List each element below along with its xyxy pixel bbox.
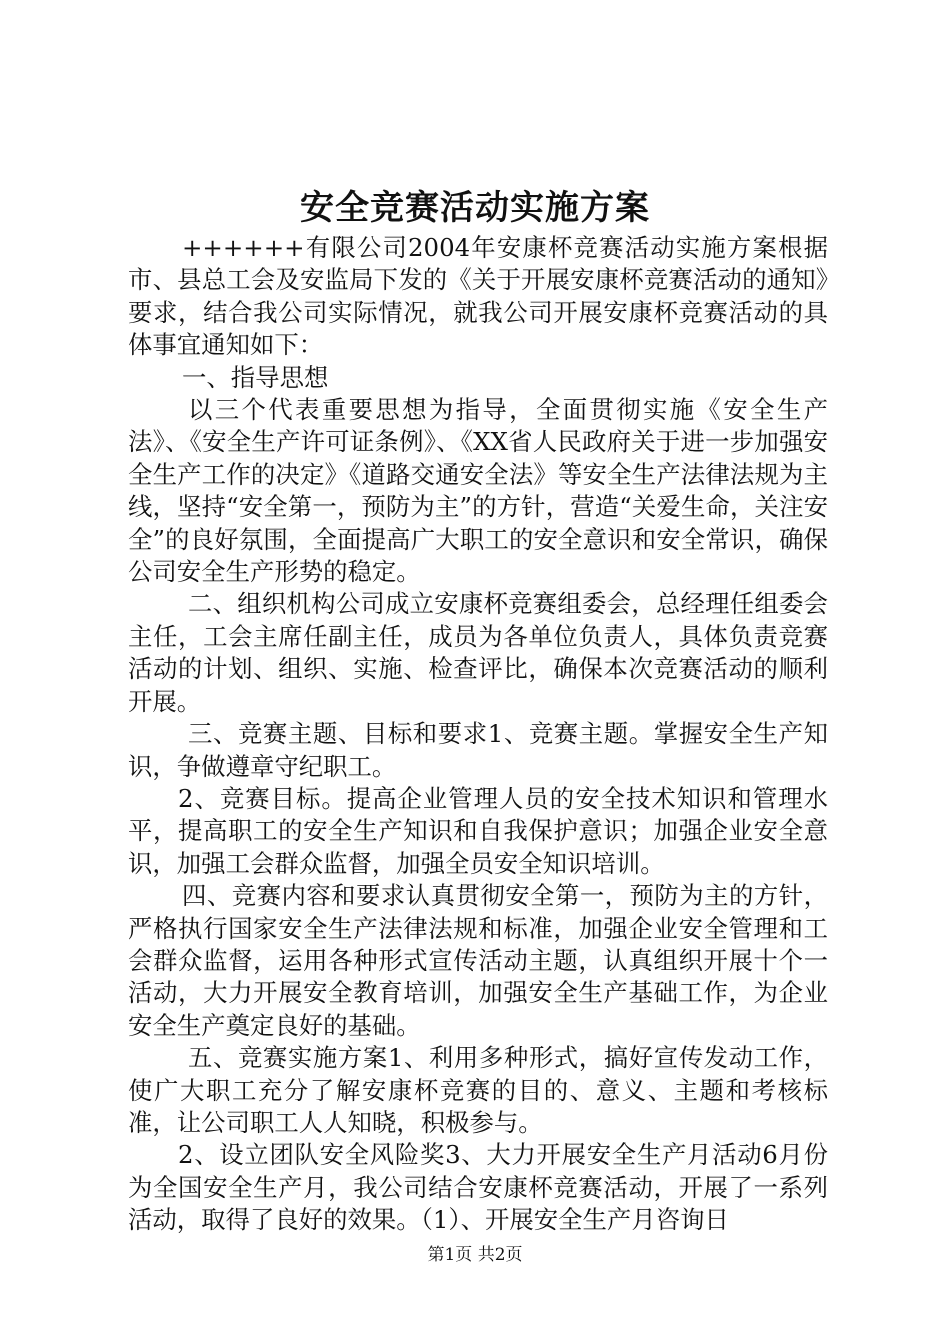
document-body — [128, 232, 828, 1237]
theme-goals-paragraph: 三、竞赛主题、目标和要求1、竞赛主题。掌握安全生产知识，争做遵章守纪职工。 — [128, 719, 828, 781]
document-title: 安全竞赛活动实施方案 — [300, 188, 650, 228]
page-footer: 第1页 共2页 — [427, 1245, 523, 1265]
competition-goals-paragraph: 2、竞赛目标。提高企业管理人员的安全技术知识和管理水平，提高职工的安全生产知识和自我保护意识；加强企业安全意识，加强工会群众监督，加强全员安全知识培训。 — [128, 783, 828, 878]
safety-month-paragraph: 2、设立团队安全风险奖3、大力开展安全生产月活动6月份为全国安全生产月，我公司结合安康杯竞赛活动，开展了一系列活动，取得了良好的效果。（1）、开展安全生产月咨询日 — [128, 1140, 828, 1235]
section-heading-guiding-ideology: 一、指导思想 — [182, 362, 329, 392]
intro-paragraph: ++++++有限公司2004年安康杯竞赛活动实施方案根据市、县总工会及安监局下发的《关于开展安康杯竞赛活动的通知》要求，结合我公司实际情况，就我公司开展安康杯竞赛活动的具体事宜通知如下： — [128, 233, 828, 360]
content-requirements-paragraph: 四、竞赛内容和要求认真贯彻安全第一，预防为主的方针，严格执行国家安全生产法律法规和标准，加强企业安全管理和工会群众监督，运用各种形式宣传活动主题，认真组织开展十个一活动，大力开展安全教育培训，加强安全生产基础工作，为企业安全生产奠定良好的基础。 — [128, 881, 828, 1040]
guiding-ideology-paragraph: 以三个代表重要思想为指导，全面贯彻实施《安全生产法》、《安全生产许可证条例》、《XX省人民政府关于进一步加强安全生产工作的决定》《道路交通安全法》等安全生产法律法规为主线，坚持“安全第一，预防为主”的方针，营造“关爱生命，关注安全”的良好氛围，全面提高广大职工的安全意识和安全常识，确保公司安全生产形势的稳定。 — [128, 395, 828, 587]
implementation-plan-paragraph: 五、竞赛实施方案1、利用多种形式，搞好宣传发动工作，使广大职工充分了解安康杯竞赛的目的、意义、主题和考核标准，让公司职工人人知晓，积极参与。 — [128, 1043, 828, 1137]
organization-paragraph: 二、组织机构公司成立安康杯竞赛组委会，总经理任组委会主任，工会主席任副主任，成员为各单位负责人，具体负责竞赛活动的计划、组织、实施、检查评比，确保本次竞赛活动的顺利开展。 — [128, 589, 828, 716]
